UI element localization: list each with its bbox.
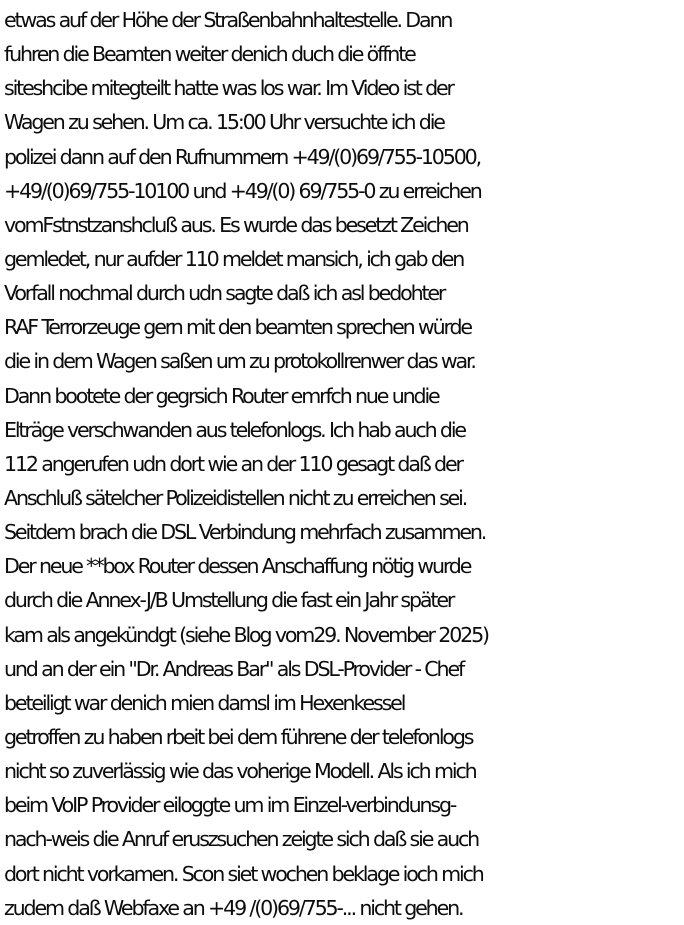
text-line: polizei dann auf den Rufnummern +49/(0)69/755-10500,: [4, 144, 481, 169]
text-line: dort nicht vorkamen. Scon siet wochen beklage ioch mich: [4, 861, 483, 886]
text-line: die in dem Wagen saßen um zu protokollrenwer das war.: [4, 349, 475, 374]
text-line: gemledet, nur aufder 110 meldet mansich, ich gab den: [4, 246, 464, 271]
text-line: etwas auf der Höhe der Straßenbahnhaltestelle. Dann: [4, 8, 452, 32]
text-line: zudem daß Webfaxe an +49 /(0)69/755-... nicht gehen.: [4, 895, 463, 920]
body-text: [4, 3, 684, 925]
text-line: 112 angerufen udn dort wie an der 110 gesagt daß der: [4, 451, 462, 476]
text-line: Wagen zu sehen. Um ca. 15:00 Uhr versuchte ich die: [4, 110, 444, 135]
text-line: Anschluß sätelcher Polizeidistellen nicht zu erreichen sei.: [4, 485, 467, 510]
text-line: kam als angekündgt (siehe Blog vom29. November 2025): [4, 622, 488, 647]
text-line: und an der ein "Dr. Andreas Bar" als DSL-Provider - Chef: [4, 656, 464, 681]
text-line: Der neue **box Router dessen Anschaffung nötig wurde: [4, 554, 471, 579]
text-line: Dann bootete der gegrsich Router emrfch nue undie: [4, 383, 439, 408]
text-line: Elträge verschwanden aus telefonlogs. Ich hab auch die: [4, 417, 465, 442]
text-line: RAF Terrorzeuge gern mit den beamten sprechen würde: [4, 315, 471, 340]
text-line: fuhren die Beamten weiter denich duch die öffnte: [4, 42, 415, 67]
text-line: Vorfall nochmal durch udn sagte daß ich asl bedohter: [4, 281, 445, 306]
text-line: beteiligt war denich mien damsl im Hexenkessel: [4, 690, 405, 715]
text-line: getroffen zu haben rbeit bei dem führene der telefonlogs: [4, 724, 473, 749]
text-line: nach-weis die Anruf eruszsuchen zeigte sich daß sie auch: [4, 827, 479, 852]
text-line: Seitdem brach die DSL Verbindung mehrfach zusammen.: [4, 520, 486, 545]
text-line: durch die Annex-J/B Umstellung die fast ein Jahr später: [4, 588, 454, 613]
text-line: +49/(0)69/755-10100 und +49/(0) 69/755-0 zu erreichen: [4, 178, 481, 203]
text-line: beim VoIP Provider eiloggte um im Einzel-verbindunsg-: [4, 793, 456, 818]
text-line: vomFstnstzanshcluß aus. Es wurde das besetzt Zeichen: [4, 212, 468, 237]
text-line: nicht so zuverlässig wie das voherige Modell. Als ich mich: [4, 759, 476, 784]
text-line: siteshcibe mitegteilt hatte was los war. Im Video ist der: [4, 76, 453, 101]
